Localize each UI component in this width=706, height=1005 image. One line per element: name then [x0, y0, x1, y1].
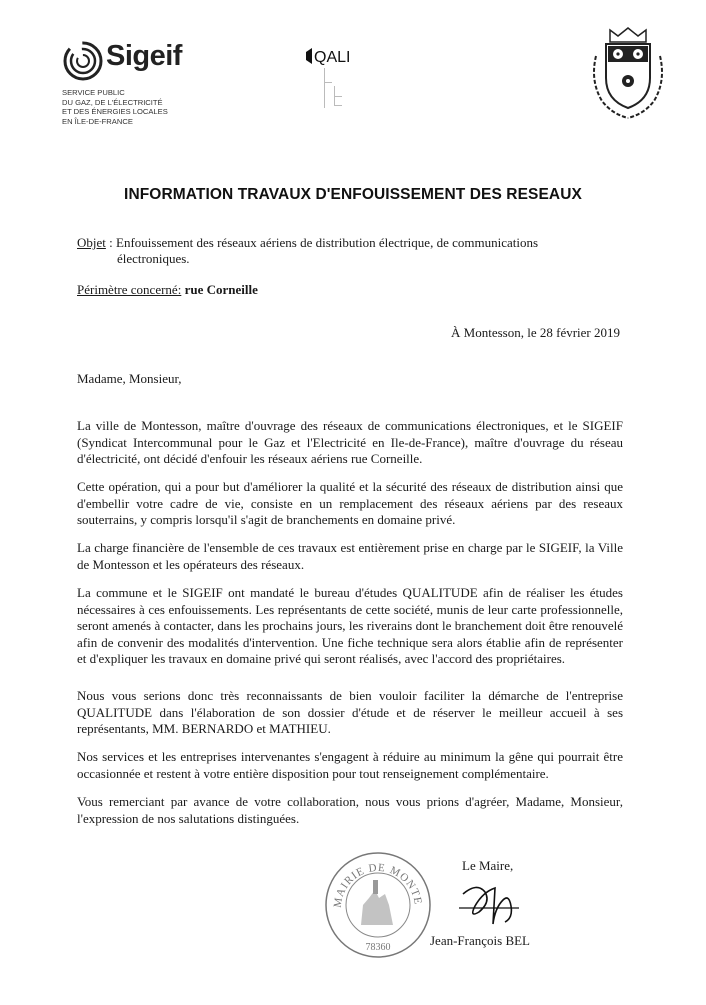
document-title: INFORMATION TRAVAUX D'ENFOUISSEMENT DES RESEAUX — [124, 186, 582, 203]
sigeif-tagline: SERVICE PUBLIC DU GAZ, DE L'ÉLECTRICITÉ ET DES ÉNERGIES LOCALES EN ÎLE-DE-FRANCE — [62, 88, 168, 126]
stamp-code: 78360 — [365, 942, 391, 953]
paragraph-6: Nos services et les entreprises intervenantes s'engagent à réduire au minimum la gêne qui pourrait être occasionnée et restent à votre entière disposition pour tout renseignement complémentaire. — [77, 749, 623, 781]
objet-label: Objet — [77, 235, 106, 250]
objet-text-continued: électroniques. — [117, 251, 190, 266]
stamp-text: MAIRIE DE MONTE — [331, 861, 424, 909]
sigeif-swirl-icon — [62, 40, 104, 82]
montesson-coat-of-arms-icon — [586, 26, 670, 120]
paragraph-4: La commune et le SIGEIF ont mandaté le bureau d'études QUALITUDE afin de réaliser les études nécessaires à ces enfouissements. Les représentants de cette société, munis de leur carte professionnelle, seront amenés à contacter, dans les prochains jours, les riverains dont le branchement doit être renouvelé afin de convenir des modalités d'intervention. Une fiche technique sera alors établie afin de représenter et d'expliquer les travaux en domaine privé qui seront réalisés, avec l'accord des propriétaires. — [77, 585, 623, 666]
greeting: Madame, Monsieur, — [77, 371, 182, 386]
sigeif-wordmark: Sigeif — [106, 40, 182, 72]
perimetre-label: Périmètre concerné: — [77, 282, 182, 297]
letter-date: À Montesson, le 28 février 2019 — [451, 325, 620, 340]
signatory-name: Jean-François BEL — [430, 933, 531, 948]
signatory-title: Le Maire, — [462, 858, 514, 873]
mairie-stamp — [323, 850, 433, 960]
paragraph-3: La charge financière de l'ensemble de ces travaux est entièrement prise en charge par le SIGEIF, la Ville de Montesson et les opérateurs des réseaux. — [77, 540, 623, 572]
paragraph-5: Nous vous serions donc très reconnaissants de bien vouloir faciliter la démarche de l'entreprise QUALITUDE dans l'élaboration de son dossier d'étude et de réserver le meilleur accueil à ses représentants, MM. BERNARDO et MATHIEU. — [77, 688, 623, 736]
qualitude-logo — [302, 38, 362, 108]
paragraph-7: Vous remerciant par avance de votre collaboration, nous vous prions d'agréer, Madame, Monsieur, l'expression de nos salutations distinguées. — [77, 794, 623, 826]
handwritten-signature — [455, 878, 525, 934]
paragraph-2: Cette opération, qui a pour but d'améliorer la qualité et la sécurité des réseaux de distribution ainsi que d'embellir votre cadre de vie, consiste en un remplacement des réseaux aériens par des reseaux souterrains, y compris lorsqu'il s'agit de branchements en domaine privé. — [77, 479, 623, 527]
objet-text: : Enfouissement des réseaux aériens de distribution électrique, de communications — [105, 235, 539, 250]
perimetre-line — [77, 282, 258, 298]
perimetre-value: rue Corneille — [181, 282, 258, 297]
svg-text:QALI: QALI — [314, 49, 351, 66]
paragraph-1: La ville de Montesson, maître d'ouvrage des réseaux de communications électroniques, et le SIGEIF (Syndicat Intercommunal pour le Gaz et l'Electricité en Ile-de-France), maître d'ouvrage du réseau d'électricité, ont décidé d'enfouir les réseaux aériens rue Corneille. — [77, 418, 623, 466]
objet-line — [77, 235, 637, 252]
